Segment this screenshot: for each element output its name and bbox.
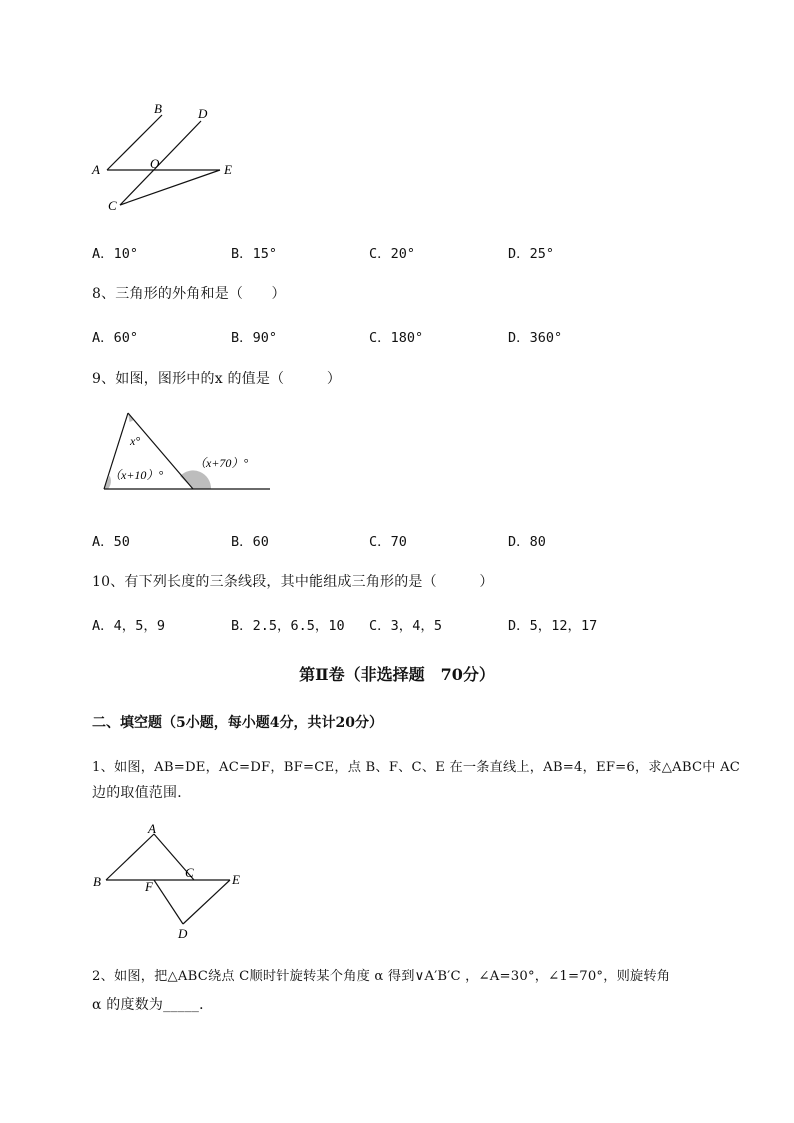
q8-option-d: D．360°	[508, 330, 563, 346]
q10-option-c: C．3，4，5	[369, 618, 443, 634]
q10-option-d: D．5，12，17	[508, 618, 598, 634]
q9-option-a: A．50	[92, 534, 130, 550]
q9-option-d: D．80	[508, 534, 546, 550]
fill2-line1: 2、如图，把△ABC绕点 C顺时针旋转某个角度 α 得到∨A′B′C ，∠A=30°，∠1=70°，则旋转角	[92, 969, 671, 984]
q9-figure	[95, 405, 280, 500]
section2-title: 二、填空题（5小题，每小题4分，共计20分）	[92, 715, 383, 731]
fill1-line1: 1、如图，AB=DE，AC=DF，BF=CE，点 B、F、C、E 在一条直线上，AB=4，EF=6，求△ABC中 AC	[92, 760, 741, 775]
fill1-line2: 边的取值范围．	[92, 785, 192, 801]
q10-stem: 10、有下列长度的三条线段，其中能组成三角形的是（ ）	[92, 574, 494, 590]
q7-figure	[80, 95, 250, 220]
q9-option-b: B．60	[231, 534, 269, 550]
label-F: F	[145, 879, 153, 894]
q9-stem: 9、如图，图形中的x 的值是（ ）	[92, 371, 342, 387]
angle-left-label: （x+10）°	[109, 468, 164, 482]
label-E: E	[232, 872, 240, 887]
label-O: O	[150, 156, 160, 171]
label-B: B	[93, 874, 101, 889]
label-C: C	[108, 198, 117, 213]
q8-option-a: A．60°	[92, 330, 139, 346]
label-B: B	[154, 101, 162, 116]
angle-top-label: x°	[130, 434, 141, 448]
part2-title: 第Ⅱ卷（非选择题 70分）	[299, 665, 495, 684]
label-D: D	[178, 926, 188, 941]
q7-option-b: B．15°	[231, 246, 278, 262]
q7-option-a: A．10°	[92, 246, 139, 262]
label-A: A	[148, 821, 156, 836]
q10-option-b: B．2.5，6.5，10	[231, 618, 345, 634]
label-E: E	[224, 162, 232, 177]
label-D: D	[198, 106, 208, 121]
q8-stem: 8、三角形的外角和是（ ）	[92, 286, 286, 302]
label-C: C	[185, 865, 194, 880]
q7-option-d: D．25°	[508, 246, 555, 262]
angle-exterior-label: （x+70）°	[194, 456, 249, 470]
q10-option-a: A．4，5，9	[92, 618, 166, 634]
q8-option-b: B．90°	[231, 330, 278, 346]
fill1-figure	[88, 818, 258, 943]
q7-option-c: C．20°	[369, 246, 416, 262]
q8-option-c: C．180°	[369, 330, 424, 346]
fill2-line2: α 的度数为_____．	[92, 997, 214, 1013]
q9-option-c: C．70	[369, 534, 407, 550]
label-A: A	[92, 162, 100, 177]
